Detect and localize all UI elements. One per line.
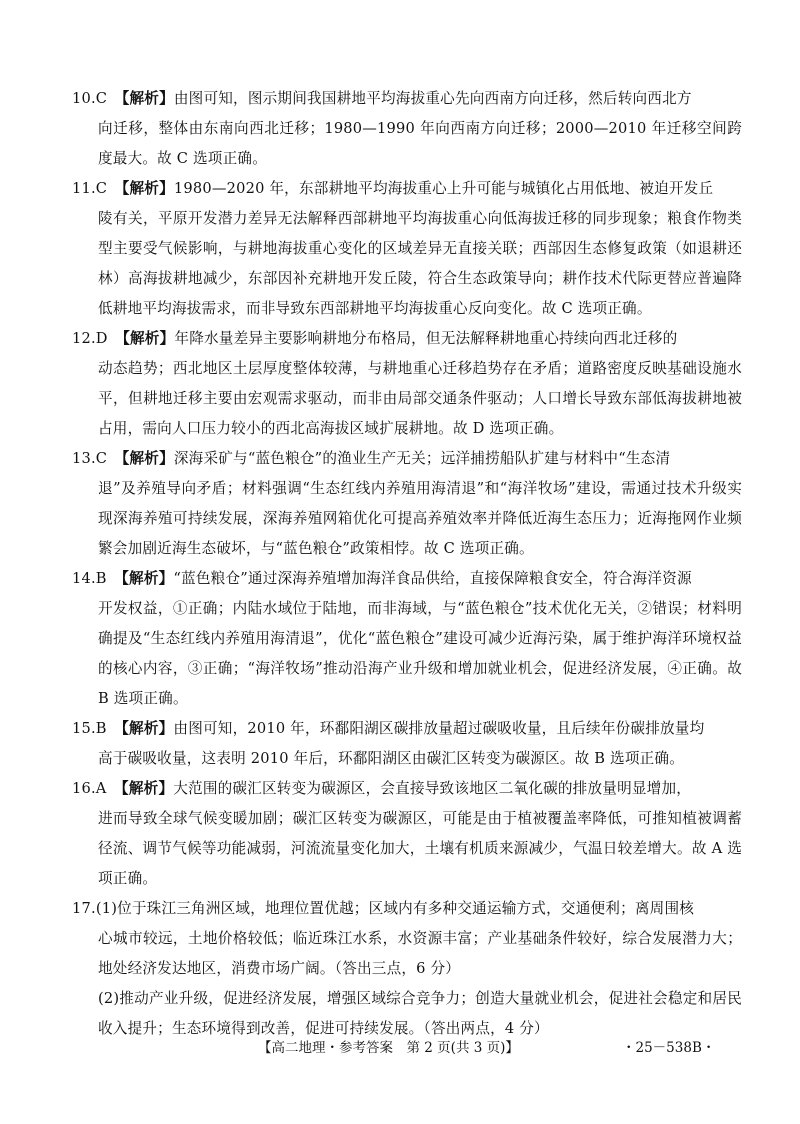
answer-15 (72, 714, 742, 774)
analysis-tag: 【解析】 (121, 570, 174, 587)
answer-17 (72, 894, 742, 1044)
answer-13 (72, 444, 742, 564)
question-number: 13.C (72, 450, 108, 467)
question-number: 12.D (72, 330, 108, 347)
answer-text-rest: 进而导致全球气候变暖加剧；碳汇区转变为碳源区，可能是由于植被覆盖率降低，可推知植被调蓄径流、调节气候等功能减弱，河流流量变化加大，土壤有机质来源减少，气温日较差增大。故 A 选项正确。 (98, 810, 742, 887)
answer-text-rest: 退”及养殖导向矛盾；材料强调“生态红线内养殖用海清退”和“海洋牧场”建设，需通过技术升级实现深海养殖可持续发展，深海养殖网箱优化可提高养殖效率并降低近海生态压力；近海拖网作业频繁会加剧近海生态破坏，与“蓝色粮仓”政策相悖。故 C 选项正确。 (98, 480, 742, 557)
answer-text-first: 由图可知，2010 年，环鄱阳湖区碳排放量超过碳吸收量，且后续年份碳排放量均 (173, 720, 705, 737)
answer-text-first: “蓝色粮仓”通过深海养殖增加海洋食品供给，直接保障粮食安全，符合海洋资源 (173, 570, 692, 587)
page-footer (0, 1033, 800, 1059)
analysis-tag: 【解析】 (121, 720, 174, 737)
answer-text-rest: 心城市较远，土地价格较低；临近珠江水系，水资源丰富；产业基础条件较好，综合发展潜力大；地处经济发达地区，消费市场广阔。（答出三点，6 分） (98, 930, 742, 977)
answer-12 (72, 324, 742, 444)
answer-subpart-2: (2)推动产业升级，促进经济发展，增强区域综合竞争力；创造大量就业机会，促进社会稳定和居民收入提升；生态环境得到改善，促进可持续发展。（答出两点，4 分） (98, 990, 742, 1037)
answer-text-first: 大范围的碳汇区转变为碳源区，会直接导致该地区二氧化碳的排放量明显增加， (173, 780, 692, 797)
analysis-tag: 【解析】 (121, 90, 174, 107)
answer-text-rest: 开发权益，①正确；内陆水域位于陆地，而非海域，与“蓝色粮仓”技术优化无关，②错误；材料明确提及“生态红线内养殖用海清退”，优化“蓝色粮仓”建设可减少近海污染，属于维护海洋环境权益的核心内容，③正确；“海洋牧场”推动沿海产业升级和增加就业机会，促进经济发展，④正确。故 B 选项正确。 (98, 600, 742, 707)
analysis-tag: 【解析】 (121, 450, 174, 467)
analysis-tag: 【解析】 (121, 180, 174, 197)
question-number: 16.A (72, 780, 107, 797)
answer-text-first: 1980—2020 年，东部耕地平均海拔重心上升可能与城镇化占用低地、被迫开发丘 (173, 180, 714, 197)
answer-text-rest: 陵有关，平原开发潜力差异无法解释西部耕地平均海拔重心向低海拔迁移的同步现象；粮食作物类型主要受气候影响，与耕地海拔重心变化的区域差异无直接关联；西部因生态修复政策（如退耕还林）高海拔耕地减少，东部因补充耕地开发丘陵，符合生态政策导向；耕作技术代际更替应普遍降低耕地平均海拔需求，而非导致东西部耕地平均海拔重心反向变化。故 C 选项正确。 (98, 210, 742, 317)
footer-page-info: 【高二地理・参考答案 第 2 页(共 3 页)】 (258, 1040, 519, 1056)
answer-text-first: 年降水量差异主要影响耕地分布格局，但无法解释耕地重心持续向西北迁移的 (174, 330, 678, 347)
answer-text-rest: 向迁移，整体由东南向西北迁移；1980—1990 年向西南方向迁移；2000—2010 年迁移空间跨度最大。故 C 选项正确。 (98, 120, 742, 167)
analysis-tag: 【解析】 (122, 330, 175, 347)
answer-14 (72, 564, 742, 714)
answer-text-rest: 动态趋势；西北地区土层厚度整体较薄，与耕地重心迁移趋势存在矛盾；道路密度反映基础设施水平，但耕地迁移主要由宏观需求驱动，而非由局部交通条件驱动；人口增长导致东部低海拔耕地被占用，需向人口压力较小的西北高海拔区域扩展耕地。故 D 选项正确。 (98, 360, 742, 437)
analysis-tag: 【解析】 (121, 780, 174, 797)
question-number: 17. (72, 900, 96, 917)
answer-10 (72, 84, 742, 174)
question-number: 10.C (72, 90, 108, 107)
answer-list (72, 84, 742, 1044)
answer-text-first: 由图可知，图示期间我国耕地平均海拔重心先向西南方向迁移，然后转向西北方 (173, 90, 692, 107)
answer-text-first: (1)位于珠江三角洲区域，地理位置优越；区域内有多种交通运输方式，交通便利；离周围核 (95, 900, 695, 917)
answer-text-first: 深海采矿与“蓝色粮仓”的渔业生产无关；远洋捕捞船队扩建与材料中“生态清 (173, 450, 671, 467)
question-number: 11.C (72, 180, 108, 197)
answer-11 (72, 174, 742, 324)
question-number: 14.B (72, 570, 107, 587)
answer-16 (72, 774, 742, 894)
answer-text-rest: 高于碳吸收量，这表明 2010 年后，环鄱阳湖区由碳汇区转变为碳源区。故 B 选项正确。 (98, 750, 685, 767)
footer-code: ・25－538B・ (622, 1040, 716, 1056)
question-number: 15.B (72, 720, 107, 737)
